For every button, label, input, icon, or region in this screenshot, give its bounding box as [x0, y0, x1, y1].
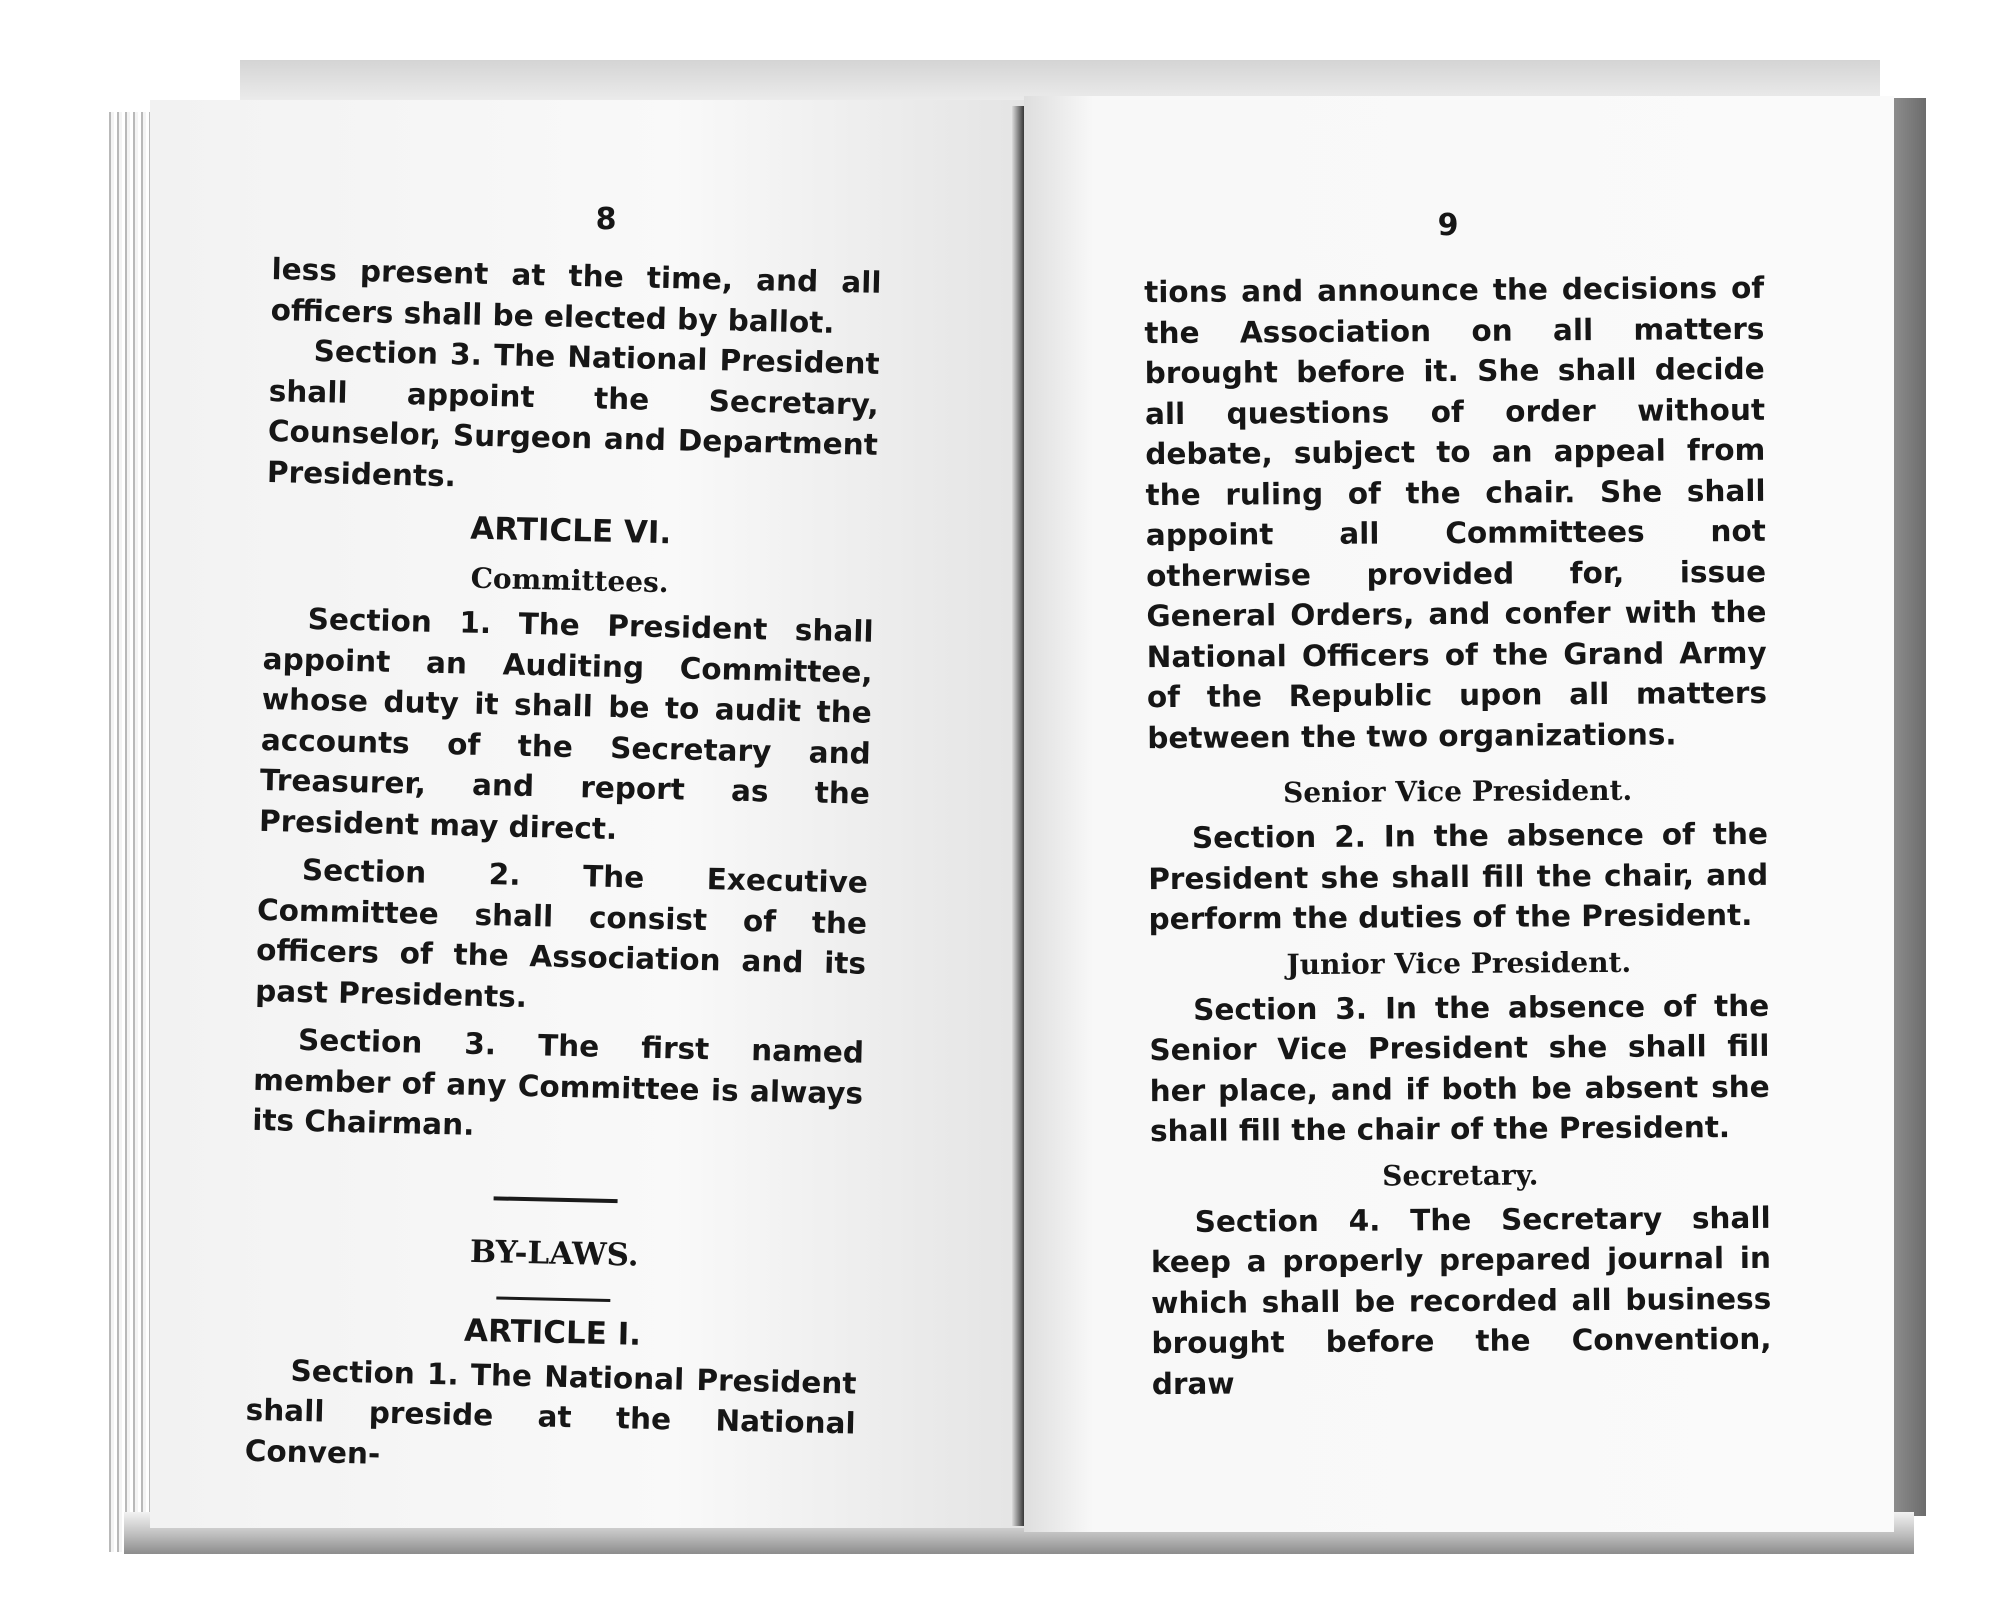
paragraph: Section 2. In the absence of the President she shall fill the chair, and perform the duties of the President.	[1148, 816, 1769, 937]
page-number-right: 9	[1437, 208, 1459, 243]
article-heading: ARTICLE VI.	[469, 510, 672, 552]
paragraph: tions and announce the decisions of the Association on all matters brought before it. She shall decide all questions of order without debate, subject to an appeal from the ruling of the chair. She shall appoint all Committees not otherwise provided for, issue General Orders, and confer with the National Officers of the Grand Army of the Republic upon all matters between the two organizations.	[1144, 270, 1768, 755]
section-heading: Junior Vice President.	[1286, 945, 1632, 981]
section-heading: Senior Vice President.	[1282, 773, 1633, 810]
right-page	[1024, 96, 1894, 1532]
paragraph: Section 1. The President shall appoint an Auditing Committee, whose duty it shall be to audit the accounts of the Secretary and Treasurer, and report as the President may direct.	[258, 601, 874, 846]
paragraph: Section 4. The Secretary shall keep a properly prepared journal in which shall be recorded all business brought before the Convention, draw	[1150, 1200, 1772, 1401]
paragraph: Section 2. The Executive Committee shall consist of the officers of the Association and its past Presidents.	[254, 852, 869, 1014]
divider-rule	[494, 1196, 618, 1203]
page-number-left: 8	[595, 202, 617, 237]
paragraph: Section 3. The National President shall appoint the Secretary, Counselor, Surgeon and Department Presidents.	[266, 334, 881, 493]
right-page-text	[1144, 268, 1772, 1404]
section-heading: Secretary.	[1382, 1157, 1539, 1193]
paragraph: Section 3. In the absence of the Senior Vice President she shall fill her place, and if both be absent she shall fill the chair of the President.	[1149, 988, 1770, 1149]
paragraph: Section 1. The National President shall preside at the National Conven-	[244, 1353, 857, 1471]
left-page-text	[244, 249, 882, 1485]
section-heading: Committees.	[470, 561, 669, 600]
bylaws-heading: BY-LAWS.	[469, 1233, 640, 1274]
paragraph: less present at the time, and all officers shall be elected by ballot.	[270, 252, 882, 340]
left-page	[150, 100, 1024, 1528]
article-heading: ARTICLE I.	[463, 1312, 642, 1353]
paragraph: Section 3. The first named member of any Committee is always its Chairman.	[251, 1022, 865, 1142]
divider-rule	[496, 1296, 610, 1302]
background-strip	[240, 60, 1880, 100]
